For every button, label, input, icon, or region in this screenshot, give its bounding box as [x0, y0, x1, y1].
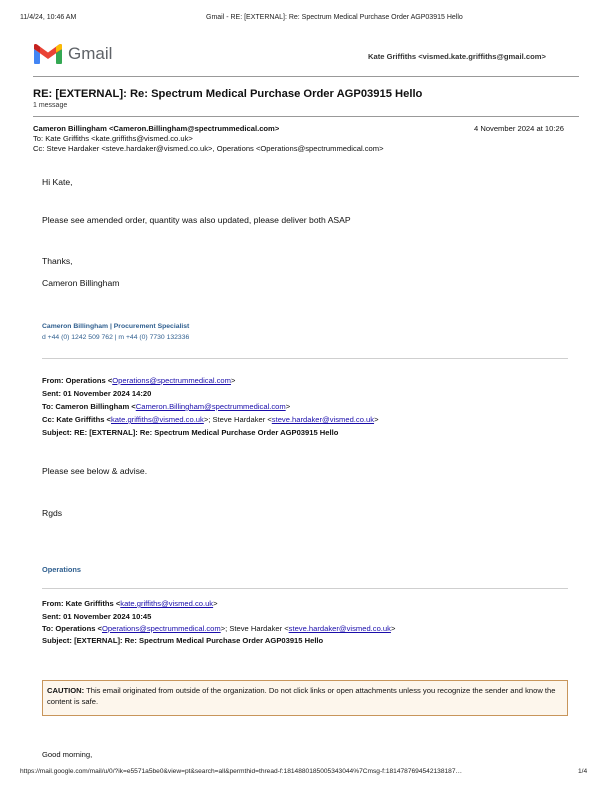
quote-divider-1 [42, 358, 568, 359]
quoted2-to [42, 624, 395, 633]
quote-divider-2 [42, 588, 568, 589]
caution-banner [42, 680, 568, 716]
gmail-logo-icon [33, 43, 63, 65]
quoted2-to-email1-link[interactable]: Operations@spectrummedical.com [101, 624, 221, 633]
quoted2-to-mid: >; Steve Hardaker < [220, 624, 289, 633]
message-from: Cameron Billingham <Cameron.Billingham@spectrummedical.com> [33, 124, 280, 133]
signature-phone: d +44 (0) 1242 509 762 | m +44 (0) 7730 132336 [42, 334, 190, 341]
caution-label: CAUTION: [47, 686, 85, 695]
message-thanks: Thanks, [42, 256, 73, 266]
subject-divider [33, 116, 579, 117]
quoted1-to-email-link[interactable]: Cameron.Billingham@spectrummedical.com [135, 402, 286, 411]
quoted1-cc-end: > [374, 415, 379, 424]
quoted2-subject: Subject: [EXTERNAL]: Re: Spectrum Medical Purchase Order AGP03915 Hello [42, 636, 324, 645]
message-count: 1 message [33, 102, 68, 109]
quoted1-from [42, 376, 235, 385]
print-page-number: 1/4 [578, 768, 588, 775]
quoted1-to [42, 402, 290, 411]
message-cc: Cc: Steve Hardaker <steve.hardaker@vismed.co.uk>, Operations <Operations@spectrummedical.com> [33, 144, 384, 153]
print-timestamp: 11/4/24, 10:46 AM [20, 14, 77, 21]
quoted1-to-label: To: Cameron Billingham < [42, 402, 136, 411]
quoted1-from-email-link[interactable]: Operations@spectrummedical.com [112, 376, 231, 385]
quoted1-cc-label: Cc: Kate Griffiths < [42, 415, 111, 424]
message-sender-name: Cameron Billingham [42, 278, 120, 288]
gmail-wordmark: Gmail [68, 44, 113, 63]
quoted1-to-end: > [285, 402, 291, 411]
quoted1-cc-email1-link[interactable]: kate.griffiths@vismed.co.uk [111, 415, 204, 424]
quoted1-cc-mid: >; Steve Hardaker < [203, 415, 272, 424]
message-greeting: Hi Kate, [42, 177, 73, 187]
account-user: Kate Griffiths <vismed.kate.griffiths@gmail.com> [368, 52, 546, 61]
trailing-greeting: Good morning, [42, 750, 93, 759]
quoted1-sent: Sent: 01 November 2024 14:20 [42, 389, 152, 398]
quoted1-cc [42, 415, 379, 424]
message-body: Please see amended order, quantity was also updated, please deliver both ASAP [42, 215, 351, 225]
quoted2-from [42, 599, 218, 608]
message-date: 4 November 2024 at 10:26 [474, 124, 564, 133]
quoted1-subject: Subject: RE: [EXTERNAL]: Re: Spectrum Medical Purchase Order AGP03915 Hello [42, 428, 339, 437]
header-divider [33, 76, 579, 77]
caution-text: This email originated from outside of the organization. Do not click links or open attachments unless you recognize the sender and know the content is safe. [47, 686, 556, 706]
quoted2-from-label: From: Kate Griffiths < [42, 599, 121, 608]
quoted2-from-end: > [213, 599, 218, 608]
quoted2-to-email2-link[interactable]: steve.hardaker@vismed.co.uk [288, 624, 391, 633]
quoted1-signature: Operations [42, 565, 82, 574]
quoted2-to-label: To: Operations < [42, 624, 102, 633]
quoted2-from-email-link[interactable]: kate.griffiths@vismed.co.uk [120, 599, 214, 608]
quoted1-from-end: > [230, 376, 236, 385]
quoted1-from-label: From: Operations < [42, 376, 113, 385]
quoted1-closing: Rgds [42, 508, 63, 518]
signature-title: Cameron Billingham | Procurement Specialist [42, 323, 190, 330]
thread-subject: RE: [EXTERNAL]: Re: Spectrum Medical Purchase Order AGP03915 Hello [33, 88, 423, 100]
quoted2-to-end: > [390, 624, 396, 633]
print-title: Gmail - RE: [EXTERNAL]: Re: Spectrum Medical Purchase Order AGP03915 Hello [206, 14, 463, 21]
print-footer-url: https://mail.google.com/mail/u/0/?ik=e5571a5be0&view=pt&search=all&permthid=thread-f:1814880185005343044%7Cmsg-f:1814787694542138187… [20, 768, 463, 775]
quoted2-sent: Sent: 01 November 2024 10:45 [42, 612, 152, 621]
quoted1-cc-email2-link[interactable]: steve.hardaker@vismed.co.uk [271, 415, 375, 424]
message-to: To: Kate Griffiths <kate.griffiths@vismed.co.uk> [33, 134, 193, 143]
quoted1-body: Please see below & advise. [42, 466, 148, 476]
